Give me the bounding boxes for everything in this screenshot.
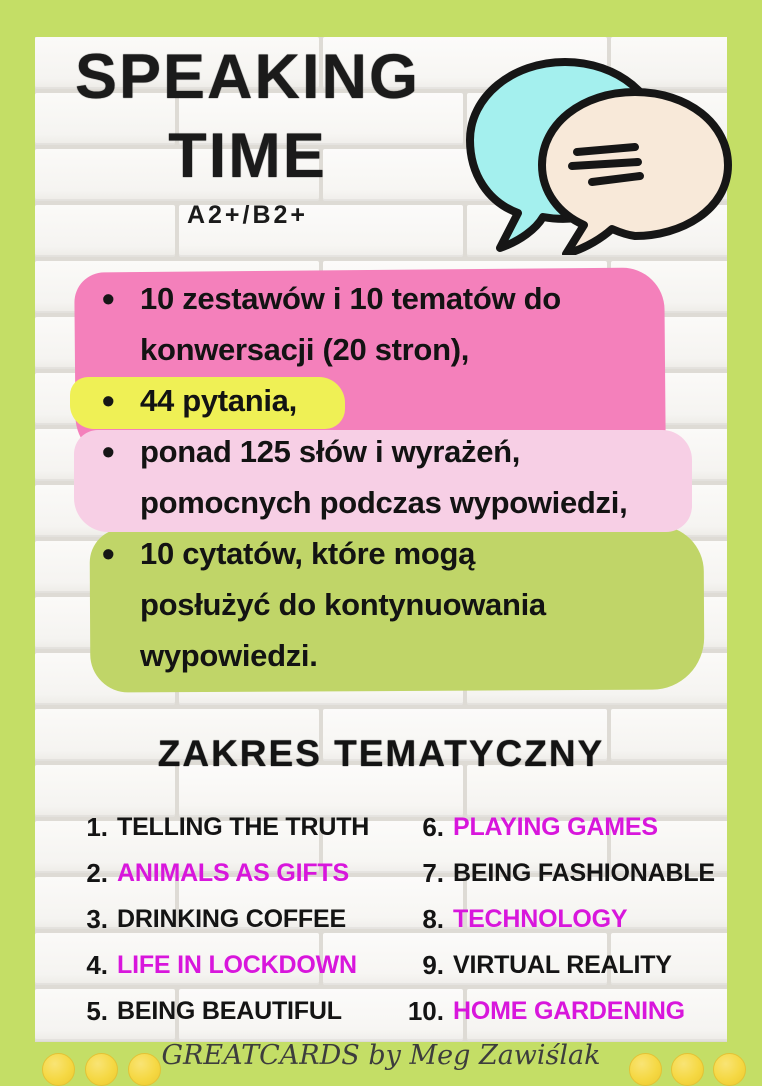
topic-number: 1. bbox=[86, 811, 108, 842]
feature-line bbox=[102, 477, 682, 528]
topic-label: ANIMALS AS GIFTS bbox=[117, 858, 349, 887]
feature-text: posłużyć do kontynuowania bbox=[140, 586, 546, 622]
topics-grid bbox=[60, 804, 724, 1034]
topic-item bbox=[60, 896, 396, 942]
feature-line bbox=[102, 528, 682, 579]
feature-line bbox=[102, 579, 682, 630]
topic-number: 4. bbox=[86, 949, 108, 980]
topic-label: DRINKING COFFEE bbox=[117, 904, 346, 933]
bullet-dot: • bbox=[102, 430, 115, 472]
section-title: ZAKRES TEMATYCZNY bbox=[157, 733, 605, 774]
topic-item bbox=[60, 942, 396, 988]
feature-line bbox=[102, 324, 682, 375]
topic-label: VIRTUAL REALITY bbox=[453, 950, 672, 979]
topic-label: PLAYING GAMES bbox=[453, 812, 658, 841]
topic-item bbox=[60, 804, 396, 850]
feature-line bbox=[102, 375, 682, 426]
topic-item bbox=[60, 988, 396, 1034]
topic-number: 9. bbox=[422, 949, 444, 980]
footer-dot bbox=[42, 1053, 75, 1086]
topic-item bbox=[396, 988, 724, 1034]
features-list bbox=[102, 273, 682, 681]
topic-label: HOME GARDENING bbox=[453, 996, 685, 1025]
level-badge: A2+/B2+ bbox=[186, 201, 309, 229]
topic-number: 8. bbox=[422, 903, 444, 934]
footer-credit: GREATCARDS by Meg Zawiślak bbox=[161, 1040, 601, 1071]
feature-text: 44 pytania, bbox=[140, 382, 297, 418]
bullet-dot: • bbox=[102, 277, 115, 319]
feature-text: 10 cytatów, które mogą bbox=[140, 535, 476, 571]
topic-number: 7. bbox=[422, 857, 444, 888]
feature-text: ponad 125 słów i wyrażeń, bbox=[140, 433, 521, 469]
bullet-dot: • bbox=[102, 532, 115, 574]
footer-dot bbox=[713, 1053, 746, 1086]
topic-item bbox=[396, 850, 724, 896]
topic-number: 6. bbox=[422, 811, 444, 842]
footer-dot bbox=[629, 1053, 662, 1086]
footer-dot bbox=[85, 1053, 118, 1086]
footer-dot bbox=[128, 1053, 161, 1086]
speech-bubbles-icon bbox=[450, 40, 750, 255]
topic-item bbox=[396, 942, 724, 988]
feature-line bbox=[102, 630, 682, 681]
feature-line bbox=[102, 273, 682, 324]
topic-number: 2. bbox=[86, 857, 108, 888]
topic-number: 10. bbox=[407, 995, 444, 1026]
footer-dot bbox=[671, 1053, 704, 1086]
topic-item bbox=[396, 896, 724, 942]
topic-label: BEING FASHIONABLE bbox=[453, 858, 715, 887]
bullet-dot: • bbox=[102, 379, 115, 421]
feature-line bbox=[102, 426, 682, 477]
poster-title-line1: SPEAKING bbox=[74, 42, 421, 112]
topic-number: 3. bbox=[86, 903, 108, 934]
feature-text: 10 zestawów i 10 tematów do bbox=[140, 280, 561, 316]
topic-label: TECHNOLOGY bbox=[453, 904, 628, 933]
poster-title-line2: TIME bbox=[168, 121, 327, 191]
topic-label: TELLING THE TRUTH bbox=[117, 812, 370, 841]
topic-item bbox=[60, 850, 396, 896]
topic-label: BEING BEAUTIFUL bbox=[117, 996, 342, 1025]
feature-text: wypowiedzi. bbox=[140, 637, 318, 673]
topic-item bbox=[396, 804, 724, 850]
topic-number: 5. bbox=[86, 995, 108, 1026]
feature-text: konwersacji (20 stron), bbox=[140, 331, 470, 367]
topic-label: LIFE IN LOCKDOWN bbox=[117, 950, 357, 979]
feature-text: pomocnych podczas wypowiedzi, bbox=[140, 484, 628, 520]
title-block bbox=[40, 42, 455, 230]
